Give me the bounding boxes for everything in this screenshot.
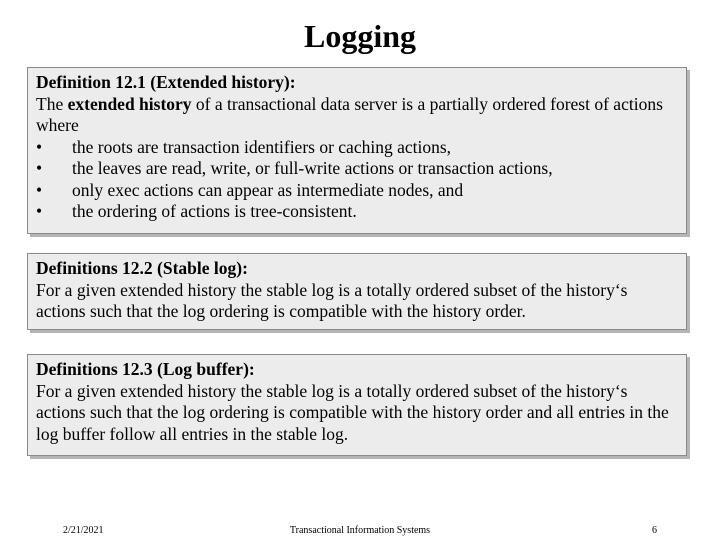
bullet-icon: • (36, 201, 43, 221)
definition-box-extended-history (27, 67, 687, 234)
intro-suffix: of a transactional data server is a partially ordered forest of actions where (36, 93, 663, 135)
intro-prefix: The (36, 93, 68, 114)
list-item (36, 201, 678, 223)
list-item (36, 137, 678, 159)
list-item-text: the leaves are read, write, or full-write actions or transaction actions, (72, 158, 553, 178)
slide-title: Logging (303, 18, 417, 54)
intro-term: extended history (67, 93, 192, 114)
definition-intro (36, 94, 678, 137)
definition-heading: Definition 12.1 (Extended history): (36, 72, 296, 92)
list-item-text: only exec actions can appear as intermediate nodes, and (72, 179, 464, 200)
list-item (36, 180, 678, 202)
definition-body: For a given extended history the stable log is a totally ordered subset of the history‘s actions such that the log ordering is compatible with the history order. (36, 279, 628, 321)
definition-heading: Definitions 12.3 (Log buffer): (36, 359, 255, 379)
definition-heading: Definitions 12.2 (Stable log): (36, 258, 248, 278)
definition-bullet-list (36, 137, 678, 223)
list-item-text: the ordering of actions is tree-consistent. (72, 201, 357, 221)
bullet-icon: • (36, 136, 43, 157)
definition-body: For a given extended history the stable log is a totally ordered subset of the history‘s actions such that the log ordering is compatible with the history order and all entries in the log buffer follow all entries in the stable log. (36, 380, 669, 444)
bullet-icon: • (36, 158, 43, 178)
definition-box-stable-log (27, 253, 687, 330)
footer-title: Transactional Information Systems (289, 525, 431, 536)
bullet-icon: • (36, 179, 43, 200)
footer-page-number: 6 (652, 525, 657, 536)
list-item-text: the roots are transaction identifiers or caching actions, (72, 136, 452, 157)
list-item (36, 158, 678, 180)
footer-date: 2/21/2021 (63, 525, 104, 536)
definition-box-log-buffer (27, 354, 687, 456)
